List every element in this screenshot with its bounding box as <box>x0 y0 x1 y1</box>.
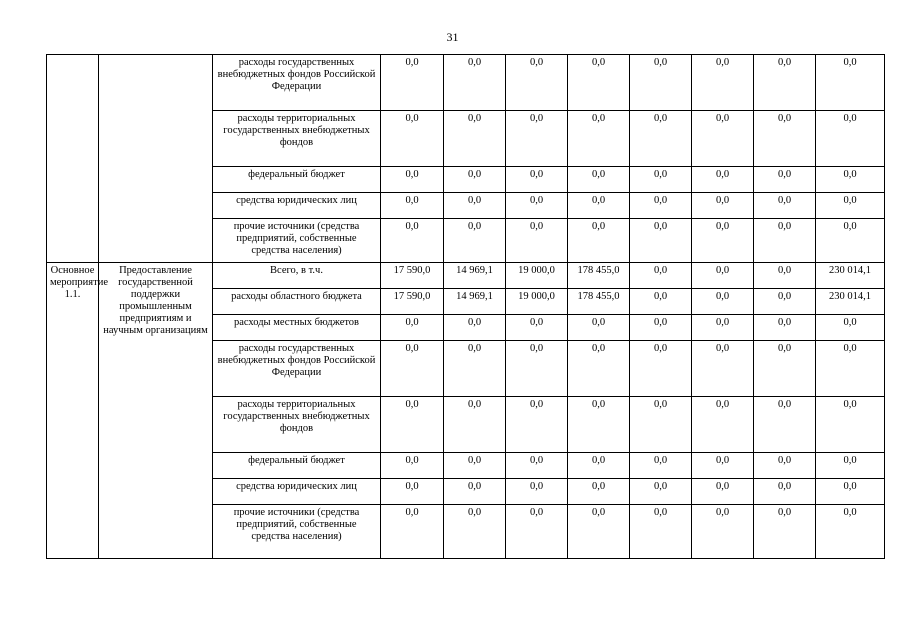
value-cell: 0,0 <box>754 219 816 263</box>
value-cell: 0,0 <box>816 397 885 453</box>
value-cell: 0,0 <box>444 111 506 167</box>
value-cell: 0,0 <box>754 505 816 559</box>
value-cell: 0,0 <box>754 193 816 219</box>
value-cell: 0,0 <box>381 341 444 397</box>
value-cell: 0,0 <box>692 397 754 453</box>
value-cell: 0,0 <box>630 289 692 315</box>
value-cell: 0,0 <box>692 193 754 219</box>
source-label: расходы областного бюджета <box>213 289 381 315</box>
source-label: расходы государственных внебюджетных фондов Российской Федерации <box>213 341 381 397</box>
value-cell: 0,0 <box>506 453 568 479</box>
value-cell: 0,0 <box>568 219 630 263</box>
measure-status: Основное мероприятие 1.1. <box>47 263 99 559</box>
value-cell: 0,0 <box>692 315 754 341</box>
value-cell: 0,0 <box>692 341 754 397</box>
value-cell: 14 969,1 <box>444 263 506 289</box>
value-cell: 0,0 <box>692 505 754 559</box>
value-cell: 0,0 <box>816 453 885 479</box>
value-cell: 0,0 <box>506 397 568 453</box>
status-cell-empty <box>47 55 99 263</box>
value-cell: 0,0 <box>381 453 444 479</box>
value-cell: 0,0 <box>444 167 506 193</box>
value-cell: 0,0 <box>568 167 630 193</box>
value-cell: 14 969,1 <box>444 289 506 315</box>
value-cell: 0,0 <box>754 167 816 193</box>
value-cell: 0,0 <box>568 341 630 397</box>
value-cell: 230 014,1 <box>816 289 885 315</box>
value-cell: 0,0 <box>754 479 816 505</box>
value-cell: 0,0 <box>630 263 692 289</box>
value-cell: 178 455,0 <box>568 263 630 289</box>
value-cell: 0,0 <box>381 219 444 263</box>
value-cell: 0,0 <box>816 315 885 341</box>
value-cell: 0,0 <box>630 505 692 559</box>
source-label: федеральный бюджет <box>213 167 381 193</box>
value-cell: 230 014,1 <box>816 263 885 289</box>
value-cell: 0,0 <box>692 289 754 315</box>
value-cell: 0,0 <box>381 315 444 341</box>
value-cell: 0,0 <box>630 219 692 263</box>
value-cell: 0,0 <box>692 479 754 505</box>
value-cell: 0,0 <box>630 479 692 505</box>
value-cell: 0,0 <box>692 111 754 167</box>
value-cell: 0,0 <box>506 479 568 505</box>
value-cell: 0,0 <box>444 479 506 505</box>
value-cell: 0,0 <box>816 55 885 111</box>
value-cell: 0,0 <box>506 55 568 111</box>
value-cell: 0,0 <box>816 341 885 397</box>
value-cell: 0,0 <box>754 111 816 167</box>
value-cell: 0,0 <box>630 193 692 219</box>
source-label: расходы местных бюджетов <box>213 315 381 341</box>
source-label: средства юридических лиц <box>213 479 381 505</box>
source-label: Всего, в т.ч. <box>213 263 381 289</box>
source-label: федеральный бюджет <box>213 453 381 479</box>
value-cell: 0,0 <box>506 193 568 219</box>
value-cell: 19 000,0 <box>506 263 568 289</box>
value-cell: 0,0 <box>568 111 630 167</box>
value-cell: 17 590,0 <box>381 289 444 315</box>
value-cell: 0,0 <box>568 55 630 111</box>
value-cell: 0,0 <box>444 315 506 341</box>
value-cell: 0,0 <box>754 55 816 111</box>
value-cell: 0,0 <box>692 167 754 193</box>
value-cell: 0,0 <box>692 219 754 263</box>
value-cell: 0,0 <box>692 55 754 111</box>
value-cell: 0,0 <box>816 167 885 193</box>
value-cell: 0,0 <box>630 315 692 341</box>
value-cell: 0,0 <box>568 397 630 453</box>
value-cell: 0,0 <box>506 505 568 559</box>
value-cell: 0,0 <box>381 55 444 111</box>
value-cell: 0,0 <box>506 341 568 397</box>
value-cell: 0,0 <box>444 219 506 263</box>
value-cell: 0,0 <box>630 111 692 167</box>
value-cell: 0,0 <box>630 341 692 397</box>
budget-table <box>46 54 885 559</box>
value-cell: 0,0 <box>816 193 885 219</box>
value-cell: 0,0 <box>444 55 506 111</box>
value-cell: 0,0 <box>816 111 885 167</box>
value-cell: 178 455,0 <box>568 289 630 315</box>
source-label: расходы территориальных государственных внебюджетных фондов <box>213 397 381 453</box>
table-body <box>47 55 885 559</box>
value-cell: 0,0 <box>506 315 568 341</box>
value-cell: 0,0 <box>630 453 692 479</box>
value-cell: 0,0 <box>754 453 816 479</box>
value-cell: 0,0 <box>692 453 754 479</box>
value-cell: 0,0 <box>444 341 506 397</box>
value-cell: 0,0 <box>506 219 568 263</box>
value-cell: 0,0 <box>568 505 630 559</box>
value-cell: 17 590,0 <box>381 263 444 289</box>
value-cell: 0,0 <box>568 193 630 219</box>
value-cell: 0,0 <box>754 397 816 453</box>
value-cell: 0,0 <box>630 167 692 193</box>
value-cell: 0,0 <box>692 263 754 289</box>
value-cell: 0,0 <box>381 193 444 219</box>
source-label: прочие источники (средства предприятий, собственные средства населения) <box>213 219 381 263</box>
value-cell: 0,0 <box>754 289 816 315</box>
measure-name: Предоставление государственной поддержки промышленным предприятиям и научным организациям <box>99 263 213 559</box>
value-cell: 0,0 <box>568 479 630 505</box>
value-cell: 0,0 <box>506 167 568 193</box>
value-cell: 0,0 <box>381 167 444 193</box>
value-cell: 0,0 <box>816 219 885 263</box>
value-cell: 0,0 <box>754 341 816 397</box>
name-cell-empty <box>99 55 213 263</box>
value-cell: 0,0 <box>816 505 885 559</box>
value-cell: 0,0 <box>568 453 630 479</box>
value-cell: 0,0 <box>444 505 506 559</box>
value-cell: 0,0 <box>816 479 885 505</box>
source-label: расходы территориальных государственных внебюджетных фондов <box>213 111 381 167</box>
value-cell: 0,0 <box>444 193 506 219</box>
value-cell: 0,0 <box>630 55 692 111</box>
source-label: средства юридических лиц <box>213 193 381 219</box>
value-cell: 0,0 <box>754 263 816 289</box>
value-cell: 0,0 <box>568 315 630 341</box>
table-row <box>47 55 885 111</box>
value-cell: 0,0 <box>381 397 444 453</box>
value-cell: 0,0 <box>381 111 444 167</box>
table-row <box>47 263 885 289</box>
value-cell: 0,0 <box>630 397 692 453</box>
value-cell: 0,0 <box>381 479 444 505</box>
source-label: расходы государственных внебюджетных фондов Российской Федерации <box>213 55 381 111</box>
value-cell: 0,0 <box>444 453 506 479</box>
page-number: 31 <box>446 30 459 44</box>
value-cell: 0,0 <box>381 505 444 559</box>
source-label: прочие источники (средства предприятий, собственные средства населения) <box>213 505 381 559</box>
value-cell: 19 000,0 <box>506 289 568 315</box>
value-cell: 0,0 <box>506 111 568 167</box>
value-cell: 0,0 <box>444 397 506 453</box>
value-cell: 0,0 <box>754 315 816 341</box>
